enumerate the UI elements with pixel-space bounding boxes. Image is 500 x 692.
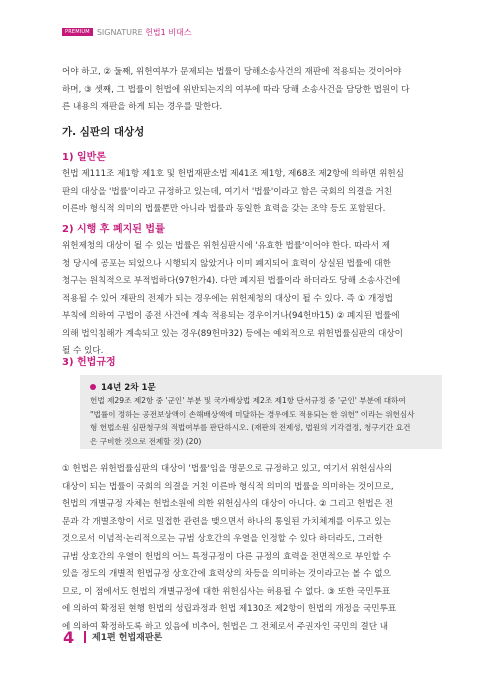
general-line: 판의 대상을 '법률'이라고 규정하고 있는데, 여기서 '법률'이라고 함은 국회의 의결을 거친 xyxy=(62,186,393,197)
case-box-title: 14년 2차 1문 xyxy=(101,383,156,393)
general-line: 헌법 제111조 제1항 제1호 및 헌법재판소법 제41조 제1항, 제68조 제2항에 의하면 위헌심 xyxy=(62,169,404,179)
repealed-line: 청구는 원칙적으로 부적법하다(97헌가4). 다만 폐지된 법률이라 하더라도 당해 소송사건에 xyxy=(62,276,401,286)
answer-line: 규범 상호간의 우열이 헌법의 어느 특정규정이 다른 규정의 효력을 전면적으로 부인할 수 xyxy=(62,551,391,562)
intro-paragraph xyxy=(62,64,440,117)
intro-line: 하며, ③ 셋째, 그 법률이 헌법에 위반되는지의 여부에 따라 당해 소송사건을 담당한 법원이 다 xyxy=(62,84,410,95)
footer-divider xyxy=(84,631,86,643)
subsection-heading-repealed: 2) 시행 후 폐지된 법률 xyxy=(62,224,165,235)
answer-line: 므로, 이 점에서도 헌법의 개별규정에 대한 위헌심사는 허용될 수 없다. ③ 또한 국민투표 xyxy=(62,586,391,597)
answer-line: 문과 각 개별조항이 서로 밀접한 관련을 맺으면서 하나의 통일된 가치체계를 이루고 있는 xyxy=(62,516,391,527)
general-line: 이른바 형식적 의미의 법률뿐만 아니라 법률과 동일한 효력을 갖는 조약 등도 포함된다. xyxy=(62,204,386,214)
answer-line: 에 의하여 확정된 현행 헌법의 성립과정과 헌법 제130조 제2항이 헌법의 개정을 국민투표 xyxy=(62,604,397,614)
answer-line: 에 의하여 확정하도록 하고 있음에 비추어, 헌법은 그 전체로서 주권자인 국민의 결단 내 xyxy=(62,621,389,632)
bullet-dot-icon xyxy=(90,384,96,390)
repealed-line: 청 당시에 공포는 되었으나 시행되지 않았거나 이미 폐지되어 효력이 상실된 법률에 대한 xyxy=(62,258,391,269)
intro-line: 어야 하고, ② 둘째, 위헌여부가 문제되는 법률이 당해소송사건의 재판에 적용되는 것이어야 xyxy=(62,67,402,77)
repealed-line: 의해 법익침해가 계속되고 있는 경우(89헌마32) 등에는 예외적으로 위헌법률심판의 대상이 xyxy=(62,328,403,339)
answer-line: 있을 정도의 개별적 헌법규정 상호간에 효력상의 차등을 의미하는 것이라고는 볼 수 없으 xyxy=(62,569,391,579)
page-number: 4 xyxy=(63,628,75,647)
case-box-heading xyxy=(90,381,156,393)
answer-paragraph xyxy=(62,461,440,636)
repealed-line: 적용될 수 있어 재판의 전제가 되는 경우에는 위헌제청의 대상이 될 수 있다. 즉 ① 개정법 xyxy=(62,293,393,304)
footer-chapter-title: 제1편 헌법재판론 xyxy=(92,633,163,643)
answer-line: 것으로서 이념적·논리적으로는 규범 상호간의 우열을 인정할 수 있다 하더라도, 그러한 xyxy=(62,534,383,544)
answer-line: 헌법의 개별규정 자체는 헌법소원에 의한 위헌심사의 대상이 아니다. ② 그리고 헌법은 전 xyxy=(62,499,394,509)
case-line: 헌법 제29조 제2항 중 '군인' 부분 및 국가배상법 제2조 제1항 단서규정 중 '군인' 부분에 대하여 xyxy=(90,396,406,405)
subsection-heading-general: 1) 일반론 xyxy=(62,152,106,163)
subsection-heading-constitution: 3) 헌법규정 xyxy=(62,357,116,368)
running-header xyxy=(62,26,191,38)
repealed-line: 부칙에 의하여 구법이 종전 사건에 계속 적용되는 경우이거나(94헌바15) ② 폐지된 법률에 xyxy=(62,311,400,321)
intro-line: 른 내용의 재판을 하게 되는 경우를 말한다. xyxy=(62,102,223,112)
answer-line: ① 헌법은 위헌법률심판의 대상이 '법률'임을 명문으로 규정하고 있고, 여기서 위헌심사의 xyxy=(62,464,393,474)
repealed-line: 될 수 있다. xyxy=(62,346,104,356)
section-heading: 가. 심판의 대상성 xyxy=(62,126,145,138)
case-line: 은 구비한 것으로 전제할 것) (20) xyxy=(90,436,202,446)
header-badge: PREMIUM xyxy=(62,28,93,36)
header-brand: SIGNATURE xyxy=(96,27,143,37)
case-box-body xyxy=(90,394,436,448)
repealed-paragraph xyxy=(62,238,440,361)
answer-line: 대상이 되는 법률이 국회의 의결을 거친 이른바 형식적 의미의 법률을 의미하는 것이므로, xyxy=(62,481,394,492)
case-line: "법률이 정하는 공전보상액이 손해배상액에 미달하는 경우에도 적용되는 한 위헌" 이라는 위헌심사 xyxy=(90,409,415,419)
general-paragraph xyxy=(62,166,440,219)
repealed-line: 위헌제청의 대상이 될 수 있는 법률은 위헌심판시에 '유효한 법률'이어야 한다. 따라서 제 xyxy=(62,241,391,251)
case-line: 형 헌법소원 심판청구의 적법여부를 판단하시오. (재판의 전제성, 법원의 기각결정, 청구기간 요건 xyxy=(90,423,411,432)
header-title xyxy=(97,27,192,38)
header-subtitle: 헌법1 비대스 xyxy=(145,27,192,37)
